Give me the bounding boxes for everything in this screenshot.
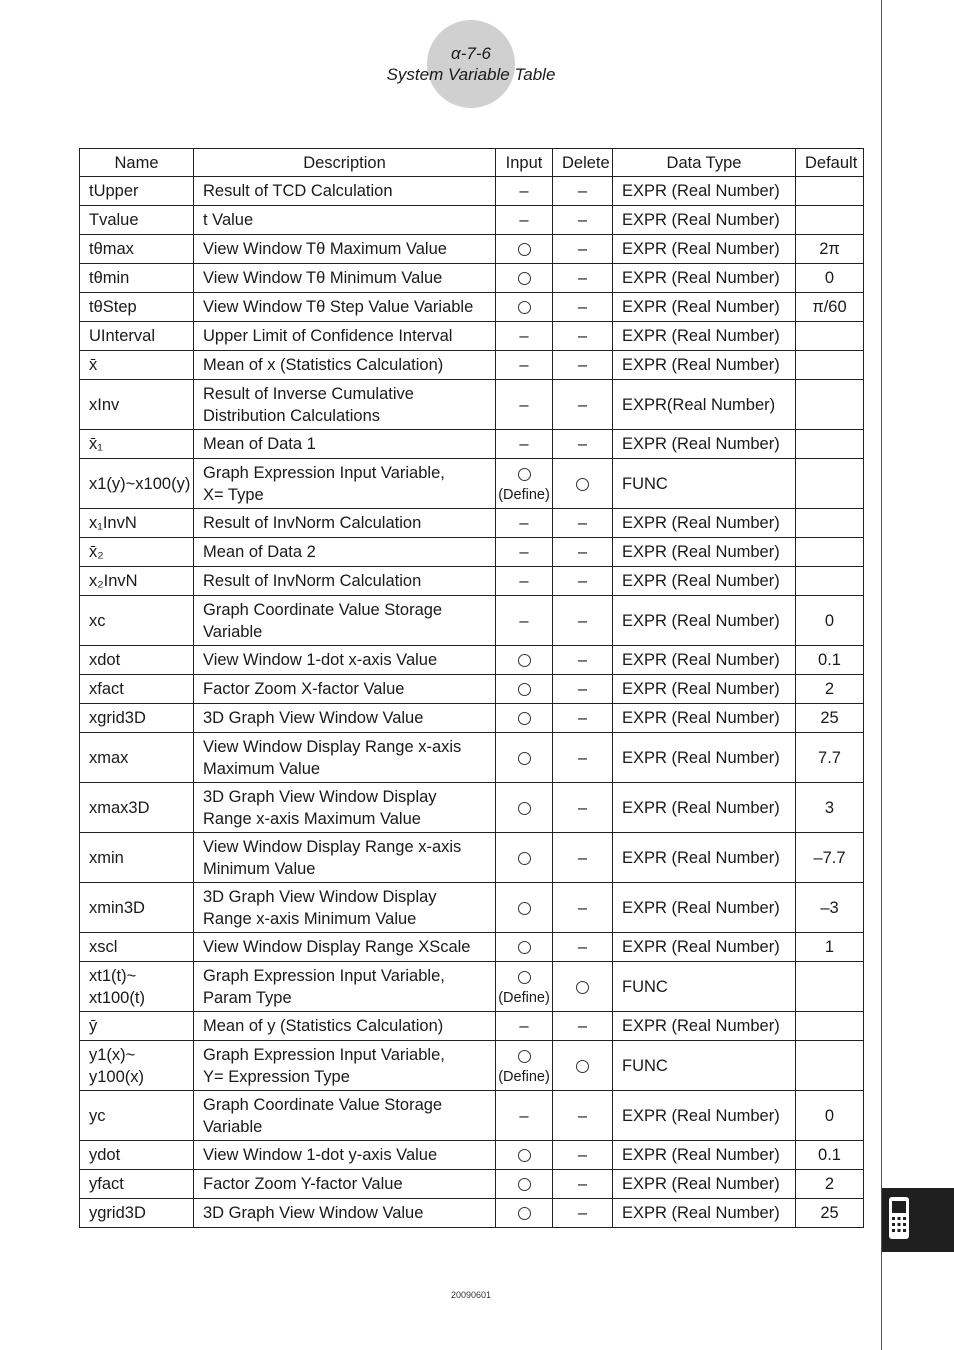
default-cell: 2: [796, 1170, 864, 1199]
data-type-cell: EXPR (Real Number): [613, 567, 796, 596]
variable-name: xgrid3D: [80, 704, 194, 733]
variable-name: xInv: [80, 380, 194, 430]
delete-cell: –: [553, 675, 613, 704]
circle-mark-icon: [518, 468, 531, 481]
table-row: [80, 596, 864, 646]
variable-description: Factor Zoom Y-factor Value: [194, 1170, 496, 1199]
default-cell: 25: [796, 704, 864, 733]
delete-cell: –: [553, 1170, 613, 1199]
data-type-cell: EXPR (Real Number): [613, 596, 796, 646]
delete-cell: –: [553, 235, 613, 264]
input-cell: [496, 675, 553, 704]
input-cell: [496, 264, 553, 293]
table-row: [80, 293, 864, 322]
variable-description: Mean of Data 1: [194, 430, 496, 459]
table-row: [80, 1141, 864, 1170]
input-cell: [496, 646, 553, 675]
table-row: [80, 1199, 864, 1228]
input-cell: –: [496, 1012, 553, 1041]
default-cell: 0: [796, 264, 864, 293]
data-type-cell: FUNC: [613, 459, 796, 509]
variable-name: x1(y)~x100(y): [80, 459, 194, 509]
variable-description: Mean of y (Statistics Calculation): [194, 1012, 496, 1041]
delete-cell: –: [553, 567, 613, 596]
circle-mark-icon: [518, 1050, 531, 1063]
input-cell: –: [496, 567, 553, 596]
data-type-cell: FUNC: [613, 962, 796, 1012]
variable-description: Graph Expression Input Variable, X= Type: [194, 459, 496, 509]
default-cell: [796, 177, 864, 206]
data-type-cell: EXPR (Real Number): [613, 1141, 796, 1170]
data-type-cell: EXPR (Real Number): [613, 675, 796, 704]
default-cell: 0: [796, 596, 864, 646]
delete-cell: –: [553, 1141, 613, 1170]
table-row: [80, 962, 864, 1012]
variable-name: x̄: [80, 351, 194, 380]
variable-name: Tvalue: [80, 206, 194, 235]
variable-name: ydot: [80, 1141, 194, 1170]
input-cell: –: [496, 351, 553, 380]
table-body: [80, 177, 864, 1228]
delete-cell: –: [553, 380, 613, 430]
circle-mark-icon: [518, 852, 531, 865]
default-cell: [796, 380, 864, 430]
circle-mark-icon: [518, 272, 531, 285]
input-cell: –: [496, 380, 553, 430]
variable-description: 3D Graph View Window Display Range x-axis Maximum Value: [194, 783, 496, 833]
variable-description: View Window 1-dot x-axis Value: [194, 646, 496, 675]
data-type-cell: EXPR (Real Number): [613, 538, 796, 567]
section-title: System Variable Table: [386, 65, 556, 84]
variable-name: ygrid3D: [80, 1199, 194, 1228]
variable-description: Mean of x (Statistics Calculation): [194, 351, 496, 380]
table-row: [80, 509, 864, 538]
footer-code: 20090601: [450, 1290, 492, 1300]
default-cell: 0.1: [796, 646, 864, 675]
variable-name: xmax3D: [80, 783, 194, 833]
circle-mark-icon: [518, 1178, 531, 1191]
variable-name: xmax: [80, 733, 194, 783]
input-cell: [496, 1141, 553, 1170]
variable-description: Upper Limit of Confidence Interval: [194, 322, 496, 351]
input-cell: [496, 733, 553, 783]
variable-name: xc: [80, 596, 194, 646]
variable-name: x₂InvN: [80, 567, 194, 596]
variable-name: UInterval: [80, 322, 194, 351]
variable-name: yfact: [80, 1170, 194, 1199]
input-cell: [496, 235, 553, 264]
delete-cell: –: [553, 596, 613, 646]
default-cell: 25: [796, 1199, 864, 1228]
table-row: [80, 538, 864, 567]
table-row: [80, 1170, 864, 1199]
column-header: Delete: [553, 149, 613, 177]
delete-cell: –: [553, 704, 613, 733]
variable-description: Graph Coordinate Value Storage Variable: [194, 596, 496, 646]
variable-description: Result of TCD Calculation: [194, 177, 496, 206]
table-row: [80, 380, 864, 430]
variable-name: ȳ: [80, 1012, 194, 1041]
variable-name: xdot: [80, 646, 194, 675]
input-cell: –: [496, 538, 553, 567]
data-type-cell: EXPR (Real Number): [613, 733, 796, 783]
delete-cell: [553, 1041, 613, 1091]
default-cell: [796, 567, 864, 596]
circle-mark-icon: [518, 683, 531, 696]
input-cell: [496, 883, 553, 933]
circle-mark-icon: [576, 478, 589, 491]
input-cell: [496, 783, 553, 833]
input-cell: [496, 962, 553, 1012]
circle-mark-icon: [518, 712, 531, 725]
page-number: α-7-6: [451, 44, 491, 63]
data-type-cell: EXPR (Real Number): [613, 704, 796, 733]
circle-mark-icon: [518, 243, 531, 256]
column-header: Input: [496, 149, 553, 177]
input-cell: –: [496, 509, 553, 538]
define-label: (Define): [498, 487, 550, 503]
input-cell: –: [496, 177, 553, 206]
default-cell: [796, 206, 864, 235]
variable-description: Graph Expression Input Variable, Y= Expression Type: [194, 1041, 496, 1091]
variable-description: Graph Expression Input Variable, Param Type: [194, 962, 496, 1012]
table-row: [80, 459, 864, 509]
table-row: [80, 883, 864, 933]
input-cell: –: [496, 430, 553, 459]
default-cell: [796, 430, 864, 459]
input-cell: [496, 1170, 553, 1199]
default-cell: 2: [796, 675, 864, 704]
delete-cell: –: [553, 293, 613, 322]
input-cell: [496, 293, 553, 322]
variable-description: Result of InvNorm Calculation: [194, 509, 496, 538]
data-type-cell: EXPR (Real Number): [613, 322, 796, 351]
variable-name: tθmin: [80, 264, 194, 293]
data-type-cell: EXPR (Real Number): [613, 1199, 796, 1228]
circle-mark-icon: [576, 981, 589, 994]
default-cell: 1: [796, 933, 864, 962]
input-cell: –: [496, 206, 553, 235]
input-cell: [496, 704, 553, 733]
table-row: [80, 933, 864, 962]
variable-name: x₁InvN: [80, 509, 194, 538]
data-type-cell: FUNC: [613, 1041, 796, 1091]
define-label: (Define): [498, 990, 550, 1006]
table-row: [80, 783, 864, 833]
data-type-cell: EXPR (Real Number): [613, 1012, 796, 1041]
default-cell: [796, 351, 864, 380]
table-row: [80, 177, 864, 206]
delete-cell: –: [553, 733, 613, 783]
variable-description: View Window 1-dot y-axis Value: [194, 1141, 496, 1170]
delete-cell: –: [553, 177, 613, 206]
data-type-cell: EXPR (Real Number): [613, 177, 796, 206]
margin-rule: [881, 0, 882, 1350]
input-cell: –: [496, 596, 553, 646]
variable-name: xscl: [80, 933, 194, 962]
table-row: [80, 675, 864, 704]
default-cell: π/60: [796, 293, 864, 322]
data-type-cell: EXPR (Real Number): [613, 206, 796, 235]
delete-cell: –: [553, 322, 613, 351]
input-cell: –: [496, 1091, 553, 1141]
variable-description: t Value: [194, 206, 496, 235]
input-cell: [496, 1041, 553, 1091]
variable-name: xmin3D: [80, 883, 194, 933]
variable-description: View Window Tθ Minimum Value: [194, 264, 496, 293]
default-cell: –3: [796, 883, 864, 933]
circle-mark-icon: [518, 301, 531, 314]
data-type-cell: EXPR (Real Number): [613, 351, 796, 380]
table-row: [80, 351, 864, 380]
variable-description: 3D Graph View Window Display Range x-axis Minimum Value: [194, 883, 496, 933]
default-cell: [796, 1041, 864, 1091]
input-cell: [496, 1199, 553, 1228]
data-type-cell: EXPR (Real Number): [613, 833, 796, 883]
data-type-cell: EXPR (Real Number): [613, 1091, 796, 1141]
circle-mark-icon: [518, 752, 531, 765]
default-cell: 7.7: [796, 733, 864, 783]
variable-description: View Window Display Range x-axis Minimum Value: [194, 833, 496, 883]
delete-cell: –: [553, 833, 613, 883]
default-cell: 0: [796, 1091, 864, 1141]
input-cell: [496, 459, 553, 509]
circle-mark-icon: [518, 1149, 531, 1162]
system-variable-table: [79, 148, 864, 1228]
variable-name: tUpper: [80, 177, 194, 206]
input-cell: [496, 933, 553, 962]
delete-cell: –: [553, 1091, 613, 1141]
table-row: [80, 430, 864, 459]
data-type-cell: EXPR (Real Number): [613, 783, 796, 833]
variable-name: yc: [80, 1091, 194, 1141]
circle-mark-icon: [576, 1060, 589, 1073]
default-cell: –7.7: [796, 833, 864, 883]
table-row: [80, 646, 864, 675]
data-type-cell: EXPR (Real Number): [613, 1170, 796, 1199]
delete-cell: [553, 962, 613, 1012]
variable-description: View Window Display Range XScale: [194, 933, 496, 962]
define-label: (Define): [498, 1069, 550, 1085]
variable-name: xfact: [80, 675, 194, 704]
variable-description: Factor Zoom X-factor Value: [194, 675, 496, 704]
input-cell: –: [496, 322, 553, 351]
variable-name: y1(x)~ y100(x): [80, 1041, 194, 1091]
data-type-cell: EXPR (Real Number): [613, 293, 796, 322]
default-cell: 2π: [796, 235, 864, 264]
variable-description: Mean of Data 2: [194, 538, 496, 567]
column-header: Data Type: [613, 149, 796, 177]
data-type-cell: EXPR(Real Number): [613, 380, 796, 430]
circle-mark-icon: [518, 971, 531, 984]
delete-cell: –: [553, 206, 613, 235]
data-type-cell: EXPR (Real Number): [613, 883, 796, 933]
variable-name: tθStep: [80, 293, 194, 322]
table-row: [80, 206, 864, 235]
data-type-cell: EXPR (Real Number): [613, 509, 796, 538]
delete-cell: –: [553, 1199, 613, 1228]
circle-mark-icon: [518, 941, 531, 954]
variable-name: xt1(t)~ xt100(t): [80, 962, 194, 1012]
default-cell: 3: [796, 783, 864, 833]
delete-cell: –: [553, 883, 613, 933]
table-row: [80, 833, 864, 883]
delete-cell: –: [553, 538, 613, 567]
delete-cell: –: [553, 430, 613, 459]
circle-mark-icon: [518, 1207, 531, 1220]
column-header: Description: [194, 149, 496, 177]
header-badge: [427, 20, 515, 108]
column-header: Default: [796, 149, 864, 177]
variable-name: xmin: [80, 833, 194, 883]
variable-description: View Window Tθ Maximum Value: [194, 235, 496, 264]
table-header-row: [80, 149, 864, 177]
delete-cell: –: [553, 351, 613, 380]
data-type-cell: EXPR (Real Number): [613, 264, 796, 293]
variable-description: Graph Coordinate Value Storage Variable: [194, 1091, 496, 1141]
data-type-cell: EXPR (Real Number): [613, 646, 796, 675]
table-row: [80, 235, 864, 264]
variable-description: View Window Display Range x-axis Maximum Value: [194, 733, 496, 783]
table-row: [80, 704, 864, 733]
table-row: [80, 733, 864, 783]
variable-name: x̄₂: [80, 538, 194, 567]
table-row: [80, 1091, 864, 1141]
table-row: [80, 1041, 864, 1091]
variable-description: Result of InvNorm Calculation: [194, 567, 496, 596]
default-cell: [796, 538, 864, 567]
variable-name: tθmax: [80, 235, 194, 264]
data-type-cell: EXPR (Real Number): [613, 235, 796, 264]
delete-cell: –: [553, 933, 613, 962]
variable-description: 3D Graph View Window Value: [194, 1199, 496, 1228]
input-cell: [496, 833, 553, 883]
delete-cell: [553, 459, 613, 509]
delete-cell: –: [553, 783, 613, 833]
data-type-cell: EXPR (Real Number): [613, 430, 796, 459]
variable-description: View Window Tθ Step Value Variable: [194, 293, 496, 322]
circle-mark-icon: [518, 802, 531, 815]
variable-description: 3D Graph View Window Value: [194, 704, 496, 733]
default-cell: 0.1: [796, 1141, 864, 1170]
variable-description: Result of Inverse Cumulative Distribution Calculations: [194, 380, 496, 430]
default-cell: [796, 962, 864, 1012]
delete-cell: –: [553, 509, 613, 538]
variable-name: x̄₁: [80, 430, 194, 459]
default-cell: [796, 322, 864, 351]
default-cell: [796, 459, 864, 509]
table-row: [80, 264, 864, 293]
table-row: [80, 1012, 864, 1041]
calculator-icon: [888, 1196, 910, 1240]
circle-mark-icon: [518, 654, 531, 667]
delete-cell: –: [553, 1012, 613, 1041]
data-type-cell: EXPR (Real Number): [613, 933, 796, 962]
default-cell: [796, 1012, 864, 1041]
circle-mark-icon: [518, 902, 531, 915]
column-header: Name: [80, 149, 194, 177]
default-cell: [796, 509, 864, 538]
table-row: [80, 567, 864, 596]
delete-cell: –: [553, 646, 613, 675]
delete-cell: –: [553, 264, 613, 293]
table-row: [80, 322, 864, 351]
